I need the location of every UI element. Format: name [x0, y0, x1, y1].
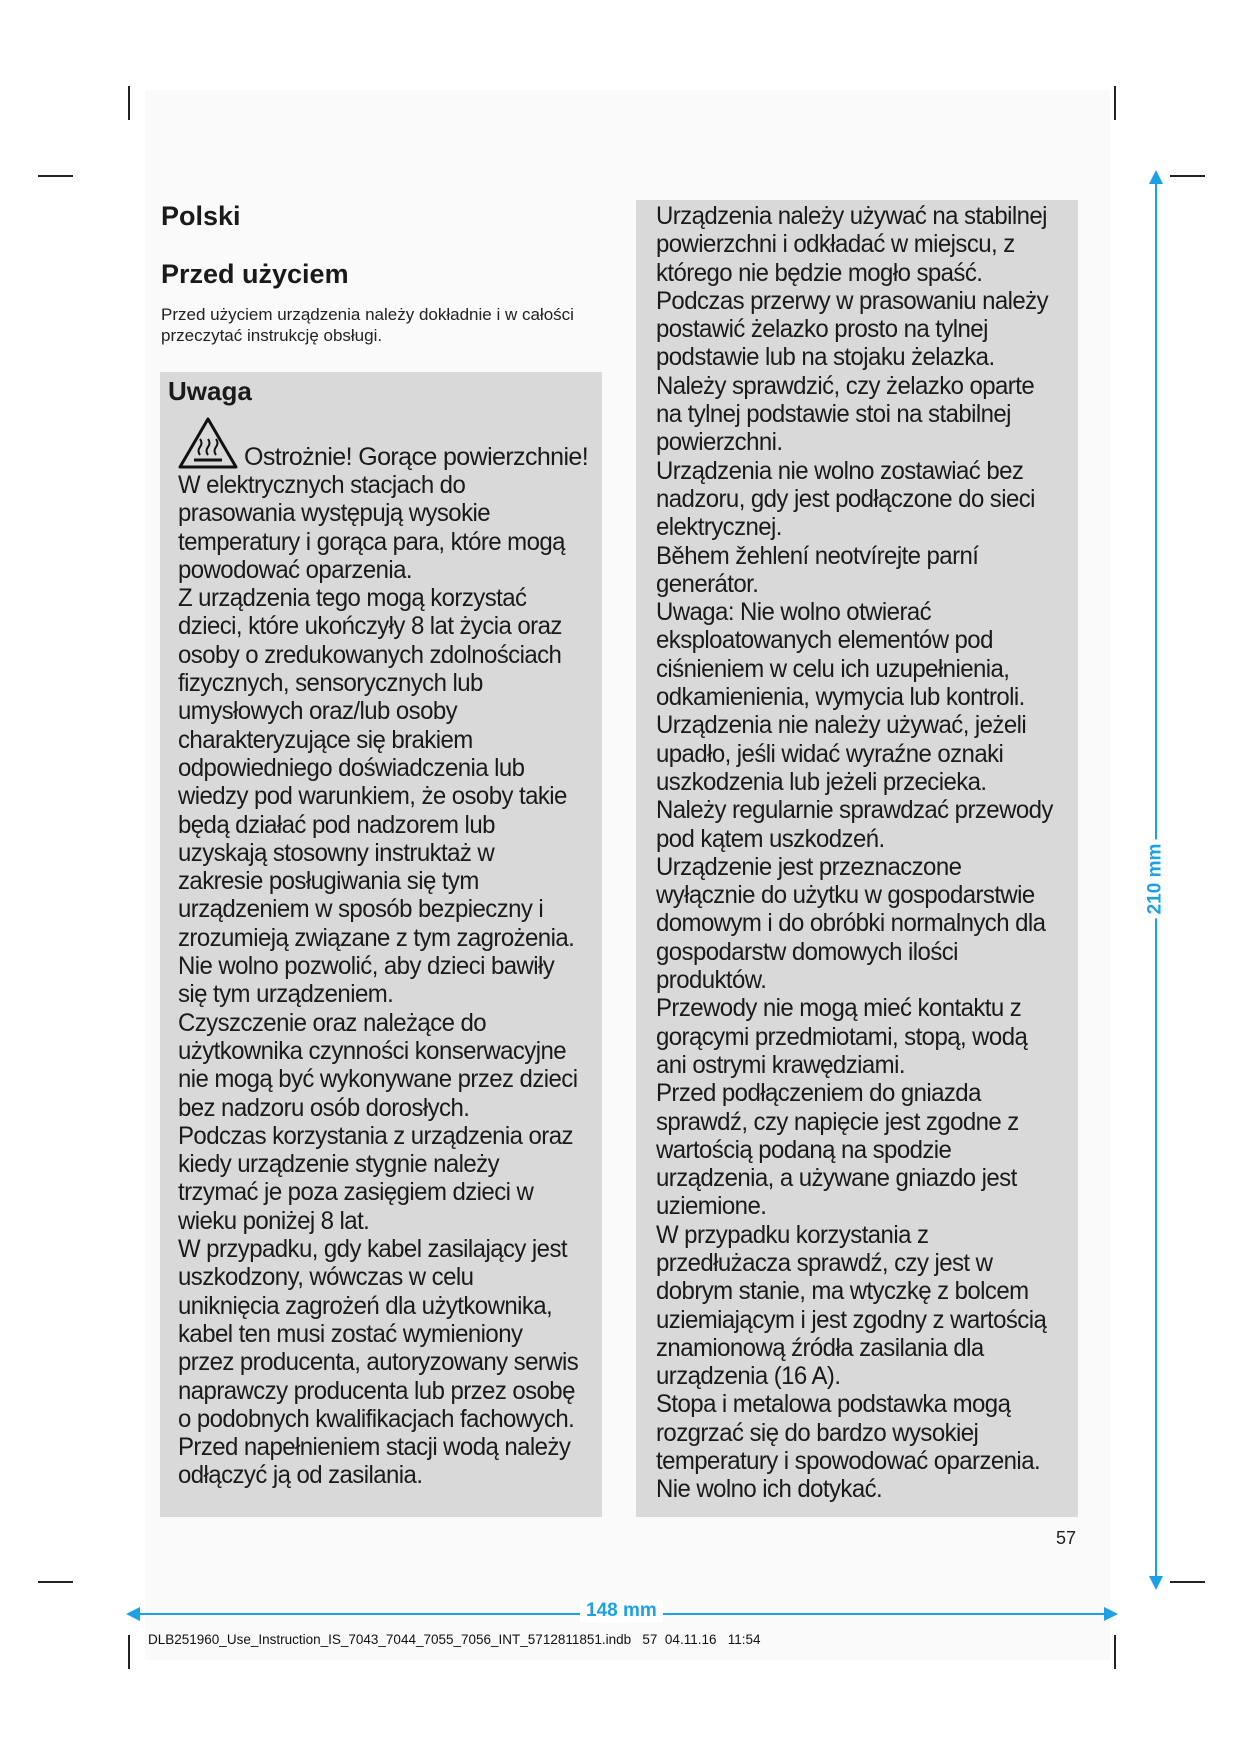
crop-mark-top-right-horizontal — [1170, 175, 1205, 177]
warning-box — [160, 372, 602, 1517]
safety-paragraph: Przewody nie mogą mieć kontaktu z gorącymi przedmiotami, stopą, wodą ani ostrymi krawędziami. — [656, 994, 1028, 1079]
print-footer: DLB251960_Use_Instruction_IS_7043_7044_7055_7056_INT_5712811851.indb 57 04.11.16 11:54 — [148, 1632, 761, 1647]
width-dimension-label: 148 mm — [580, 1600, 663, 1622]
warning-paragraph: W przypadku, gdy kabel zasilający jest uszkodzony, wówczas w celu uniknięcia zagrożeń dla użytkownika, kabel ten musi zostać wymieniony przez producenta, autoryzowany serwis naprawczy producenta lub przez osobę o podobnych kwalifikacjach fachowych. — [178, 1235, 579, 1433]
warning-paragraph: Przed napełnieniem stacji wodą należy odłączyć ją od zasilania. — [178, 1433, 571, 1490]
safety-paragraph: Przed podłączeniem do gniazda sprawdź, czy napięcie jest zgodne z wartością podaną na spodzie urządzenia, a używane gniazdo jest uziemione. — [656, 1079, 1019, 1221]
safety-paragraph: Stopa i metalowa podstawka mogą rozgrzać się do bardzo wysokiej temperatury i spowodować oparzenia. Nie wolno ich dotykać. — [656, 1390, 1041, 1504]
safety-paragraph: Během žehlení neotvírejte parní generátor. — [656, 541, 979, 598]
safety-paragraph: Urządzenia należy używać na stabilnej powierzchni i odkładać w miejscu, z którego nie będzie mogło spaść. — [656, 202, 1047, 287]
crop-mark-top-right-vertical — [1114, 86, 1116, 120]
crop-mark-bottom-left-vertical — [128, 1635, 130, 1669]
safety-box — [636, 200, 1078, 1517]
crop-mark-bottom-right-vertical — [1114, 1635, 1116, 1669]
crop-mark-top-left-horizontal — [38, 175, 73, 177]
warning-paragraph: Podczas korzystania z urządzenia oraz kiedy urządzenie stygnie należy trzymać je poza zasięgiem dzieci w wieku poniżej 8 lat. — [178, 1121, 573, 1235]
safety-paragraph: Urządzenie jest przeznaczone wyłącznie do użytku w gospodarstwie domowym i do obróbki normalnych dla gospodarstw domowych ilości produktów. — [656, 852, 1046, 995]
safety-paragraph: Podczas przerwy w prasowaniu należy postawić żelazko prosto na tylnej podstawie lub na stojaku żelazka. Należy sprawdzić, czy żelazko oparte na tylnej podstawie stoi na stabilnej powierzchni. — [656, 286, 1049, 457]
crop-mark-top-left-vertical — [128, 86, 130, 120]
warning-paragraph: Nie wolno pozwolić, aby dzieci bawiły się tym urządzeniem. — [178, 952, 555, 1009]
safety-paragraph: Urządzenia nie należy używać, jeżeli upadło, jeśli widać wyraźne oznaki uszkodzenia lub jeżeli przecieka. Należy regularnie sprawdzać przewody pod kątem uszkodzeń. — [656, 711, 1053, 853]
warning-paragraph: Z urządzenia tego mogą korzystać dzieci, które ukończyły 8 lat życia oraz osoby o zredukowanych zdolnościach fizycznych, sensorycznych lub umysłowych oraz/lub osoby charakteryzujące się brakiem odpowiedniego doświadczenia lub wiedzy pod warunkiem, że osoby takie będą działać pod nadzorem lub uzyskają stosowny instruktaż w zakresie posługiwania się tym urządzeniem w sposób bezpieczny i zrozumieją związane z tym zagrożenia. — [178, 584, 575, 952]
hot-surface-line — [178, 417, 596, 471]
hot-surface-text: Ostrożnie! Gorące powierzchnie! — [244, 442, 589, 471]
safety-paragraph: Uwaga: Nie wolno otwierać eksploatowanych elementów pod ciśnieniem w celu ich uzupełnienia, odkamienienia, wymycia lub kontroli. — [656, 598, 1025, 712]
safety-paragraph: W przypadku korzystania z przedłużacza sprawdź, czy jest w dobrym stanie, ma wtyczkę z bolcem uziemiającym i jest zgodny z wartością znamionową źródła zasilania dla urządzenia (16 A). — [656, 1220, 1047, 1391]
crop-mark-bottom-left-horizontal — [38, 1581, 73, 1583]
section-title: Przed użyciem — [161, 259, 349, 289]
height-dimension-label: 210 mm — [1142, 840, 1168, 919]
hot-surface-warning-icon — [178, 417, 238, 469]
safety-paragraph: Urządzenia nie wolno zostawiać bez nadzoru, gdy jest podłączone do sieci elektrycznej. — [656, 456, 1035, 542]
language-heading: Polski — [161, 201, 241, 231]
crop-mark-bottom-right-horizontal — [1170, 1581, 1205, 1583]
page-number: 57 — [1056, 1528, 1077, 1548]
warning-paragraph: W elektrycznych stacjach do prasowania występują wysokie temperatury i gorąca para, które mogą powodować oparzenia. — [178, 471, 565, 584]
warning-paragraph: Czyszczenie oraz należące do użytkownika czynności konserwacyjne nie mogą być wykonywane przez dzieci bez nadzoru osób dorosłych. — [178, 1008, 578, 1122]
warning-box-heading: Uwaga — [168, 376, 252, 406]
intro-text: Przed użyciem urządzenia należy dokładnie i w całości przeczytać instrukcję obsługi. — [161, 305, 574, 345]
